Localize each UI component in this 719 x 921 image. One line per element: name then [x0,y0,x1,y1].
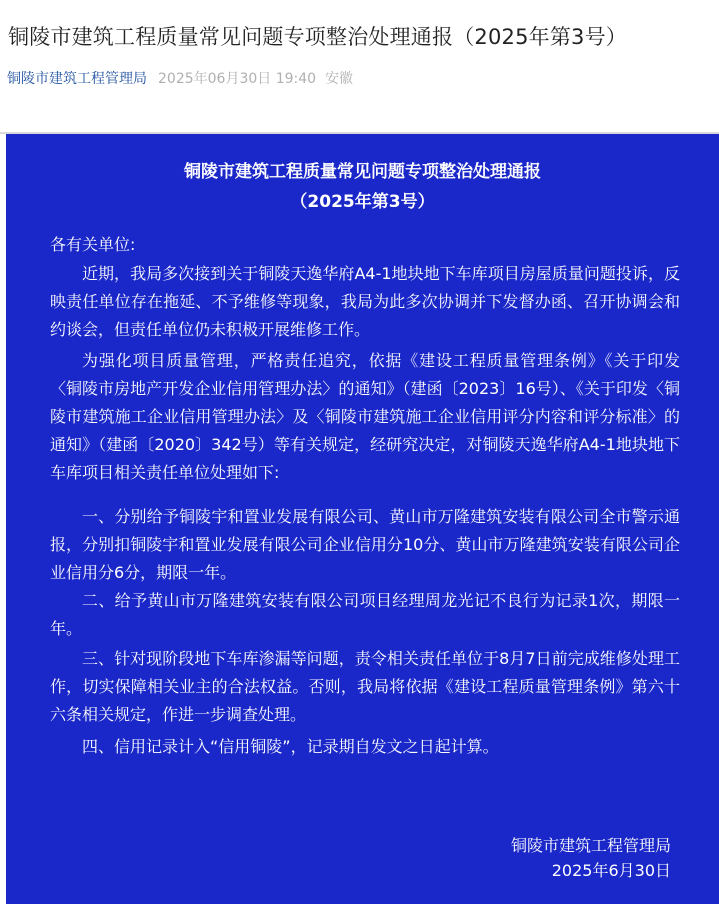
article-title: 铜陵市建筑工程质量常见问题专项整治处理通报（2025年第3号） [8,25,628,49]
signature-org: 铜陵市建筑工程管理局 [510,836,671,855]
notice-paragraph: 近期，我局多次接到关于铜陵天逸华府A4-1地块地下车库项目房屋质量问题投诉，反映责任单位存在拖延、不予维修等现象，我局为此多次协调并下发督办函、召开协调会和约谈会，但责任单位仍未积极开展维修工作。 [50,264,680,339]
notice-paragraph: 三、针对现阶段地下车库渗漏等问题，责令相关责任单位于8月7日前完成维修处理工作，切实保障相关业主的合法权益。否则，我局将依据《建设工程质量管理条例》第六十六条相关规定，作进一步调查处理。 [50,649,680,724]
notice-paragraph: 二、给予黄山市万隆建筑安装有限公司项目经理周龙光记不良行为记录1次，期限一年。 [50,591,680,638]
notice-paragraph: 为强化项目质量管理，严格责任追究，依据《建设工程质量管理条例》《关于印发〈铜陵市房地产开发企业信用管理办法〉的通知》（建函〔2023〕16号）、《关于印发〈铜陵市建筑施工企业信用管理办法〉及〈铜陵市建筑施工企业信用评分内容和评分标准〉的通知》（建函〔2020〕342号）等有关规定，经研究决定，对铜陵天逸华府A4-1地块地下车库项目相关责任单位处理如下: [50,351,680,482]
region-label: 安徽 [325,71,354,87]
notice-number: （2025年第3号） [290,192,435,212]
notice-paragraph: 一、分别给予铜陵宇和置业发展有限公司、黄山市万隆建筑安装有限公司全市警示通报，分别扣铜陵宇和置业发展有限公司企业信用分10分、黄山市万隆建筑安装有限公司企业信用分6分，期限一年。 [50,507,680,582]
notice-title: 铜陵市建筑工程质量常见问题专项整治处理通报 [184,162,541,182]
notice-image [6,134,719,904]
notice-paragraph: 四、信用记录计入“信用铜陵”，记录期自发文之日起计算。 [82,737,499,756]
notice-greeting: 各有关单位: [50,235,136,254]
source-link[interactable]: 铜陵市建筑工程管理局 [7,71,147,87]
publish-datetime: 2025年06月30日 19:40 [158,71,317,87]
signature-date: 2025年6月30日 [551,861,671,880]
article-meta [7,69,353,89]
